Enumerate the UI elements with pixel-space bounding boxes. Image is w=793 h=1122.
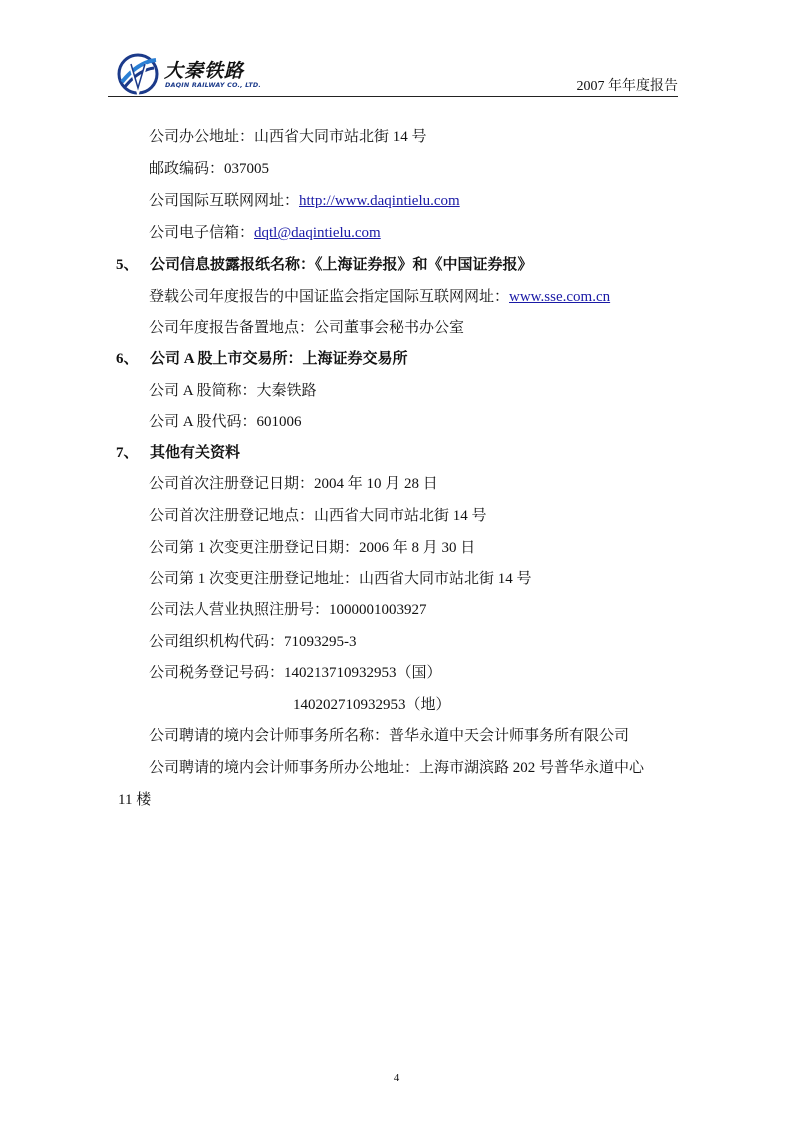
postal-code-line: 邮政编码：037005 <box>149 161 270 177</box>
section-title: 公司信息披露报纸名称：《上海证券报》和《中国证券报》 <box>150 257 533 273</box>
section-number: 6、 <box>116 351 139 367</box>
tax-number-line-2: 140202710932953（地） <box>293 697 451 713</box>
change-reg-date-line: 公司第 1 次变更注册登记日期：2006 年 8 月 30 日 <box>149 540 476 556</box>
section-title: 公司 A 股上市交易所：上海证券交易所 <box>150 351 408 367</box>
page-header <box>108 48 678 98</box>
header-divider <box>108 96 678 97</box>
first-reg-place-line: 公司首次注册登记地点：山西省大同市站北街 14 号 <box>149 508 487 524</box>
change-reg-address-line: 公司第 1 次变更注册登记地址：山西省大同市站北街 14 号 <box>149 571 532 587</box>
section-number: 5、 <box>116 257 139 273</box>
website-link[interactable]: http://www.daqintielu.com <box>299 193 460 209</box>
section-number: 7、 <box>116 445 139 461</box>
csrc-website-line <box>149 287 610 307</box>
csrc-website-link[interactable]: www.sse.com.cn <box>509 289 611 305</box>
first-reg-date-line: 公司首次注册登记日期：2004 年 10 月 28 日 <box>149 476 438 492</box>
section-5-heading <box>116 255 533 275</box>
website-label: 公司国际互联网网址： <box>149 193 300 209</box>
page-number: 4 <box>393 1072 400 1084</box>
license-number-line: 公司法人营业执照注册号：1000001003927 <box>149 602 427 618</box>
section-title: 其他有关资料 <box>150 445 241 461</box>
logo-english-name: DAQIN RAILWAY CO., LTD. <box>165 81 262 89</box>
auditor-address-line-1: 公司聘请的境内会计师事务所办公地址：上海市湖滨路 202 号普华永道中心 <box>149 760 645 776</box>
stock-code-line: 公司 A 股代码：601006 <box>149 414 302 430</box>
email-label: 公司电子信箱： <box>149 225 255 241</box>
company-logo <box>108 48 358 98</box>
report-location-line: 公司年度报告备置地点：公司董事会秘书办公室 <box>149 320 465 336</box>
section-6-heading <box>116 349 408 369</box>
report-title: 2007 年年度报告 <box>576 79 678 94</box>
email-line <box>149 223 381 243</box>
auditor-address-line-2: 11 楼 <box>118 792 152 808</box>
daqin-railway-logo-icon <box>116 52 160 96</box>
auditor-name-line: 公司聘请的境内会计师事务所名称：普华永道中天会计师事务所有限公司 <box>149 728 630 744</box>
section-7-heading <box>116 443 240 463</box>
website-line <box>149 191 460 211</box>
csrc-website-label: 登载公司年度报告的中国证监会指定国际互联网网址： <box>149 289 510 305</box>
tax-number-line-1: 公司税务登记号码：140213710932953（国） <box>149 665 442 681</box>
office-address-line: 公司办公地址：山西省大同市站北街 14 号 <box>149 129 427 145</box>
logo-chinese-name: 大秦铁路 <box>164 60 245 82</box>
stock-short-name-line: 公司 A 股简称：大秦铁路 <box>149 383 317 399</box>
org-code-line: 公司组织机构代码：71093295-3 <box>149 634 357 650</box>
email-link[interactable]: dqtl@daqintielu.com <box>254 225 381 241</box>
